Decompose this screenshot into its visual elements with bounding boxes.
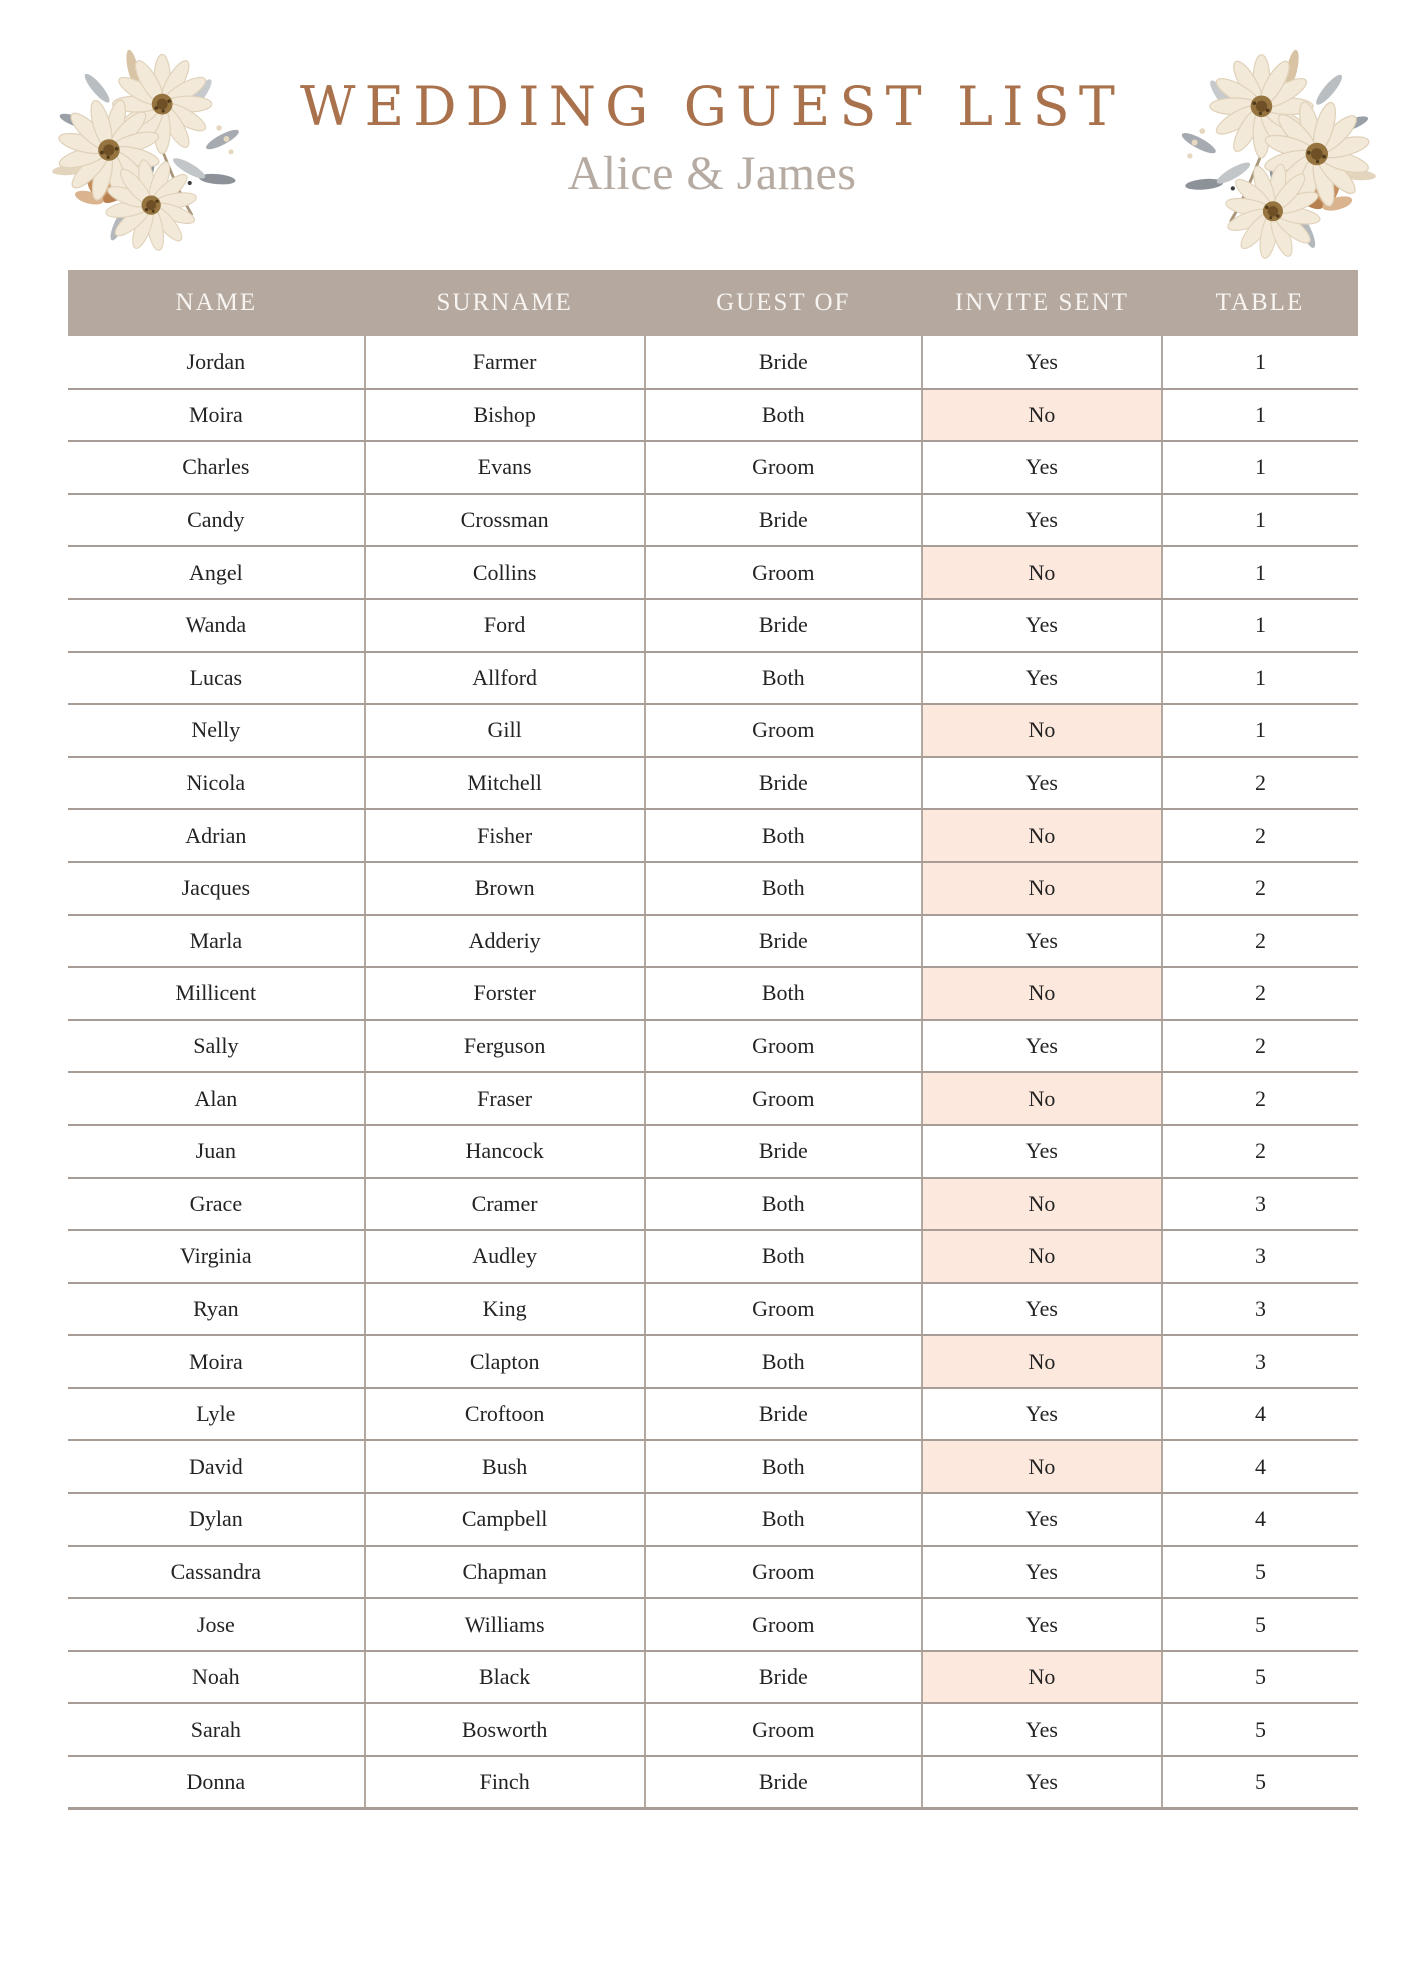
cell-guest-of: Both [645,967,922,1020]
table-row [68,757,1358,810]
cell-name: Jose [68,1598,365,1651]
table-row [68,1178,1358,1231]
cell-invite-sent: Yes [922,1020,1162,1073]
cell-table: 3 [1162,1335,1358,1388]
cell-name: David [68,1440,365,1493]
table-row [68,1072,1358,1125]
guest-table-body [68,336,1358,1809]
cell-guest-of: Bride [645,1651,922,1704]
cell-invite-sent: No [922,862,1162,915]
cell-invite-sent: No [922,1230,1162,1283]
page-subtitle: Alice & James [567,147,857,200]
cell-surname: Ferguson [365,1020,645,1073]
col-header-table: TABLE [1162,270,1358,336]
cell-invite-sent: No [922,809,1162,862]
cell-invite-sent: Yes [922,336,1162,389]
cell-table: 5 [1162,1651,1358,1704]
cell-guest-of: Groom [645,1598,922,1651]
cell-name: Jordan [68,336,365,389]
cell-name: Cassandra [68,1546,365,1599]
cell-name: Dylan [68,1493,365,1546]
header [0,0,1424,270]
cell-table: 5 [1162,1598,1358,1651]
cell-table: 1 [1162,336,1358,389]
table-row [68,494,1358,547]
guest-table [68,270,1358,1810]
table-row [68,862,1358,915]
table-row [68,1020,1358,1073]
cell-surname: Black [365,1651,645,1704]
cell-name: Moira [68,389,365,442]
cell-name: Lyle [68,1388,365,1441]
cell-name: Nelly [68,704,365,757]
table-row [68,599,1358,652]
table-row [68,652,1358,705]
cell-surname: Gill [365,704,645,757]
table-row [68,441,1358,494]
cell-guest-of: Groom [645,1546,922,1599]
cell-surname: Adderiy [365,915,645,968]
table-row [68,1703,1358,1756]
cell-surname: Brown [365,862,645,915]
cell-guest-of: Bride [645,1388,922,1441]
cell-name: Jacques [68,862,365,915]
cell-invite-sent: Yes [922,1756,1162,1809]
cell-surname: King [365,1283,645,1336]
cell-table: 3 [1162,1283,1358,1336]
cell-invite-sent: Yes [922,1598,1162,1651]
cell-table: 1 [1162,441,1358,494]
table-row [68,915,1358,968]
cell-name: Alan [68,1072,365,1125]
table-row [68,1388,1358,1441]
cell-surname: Bush [365,1440,645,1493]
table-row [68,1651,1358,1704]
table-row [68,809,1358,862]
cell-table: 2 [1162,809,1358,862]
col-header-name: NAME [68,270,365,336]
cell-table: 2 [1162,915,1358,968]
cell-guest-of: Both [645,652,922,705]
cell-guest-of: Groom [645,1703,922,1756]
cell-name: Millicent [68,967,365,1020]
cell-guest-of: Both [645,1178,922,1231]
table-row [68,1440,1358,1493]
table-row [68,1598,1358,1651]
table-row [68,1493,1358,1546]
cell-surname: Williams [365,1598,645,1651]
cell-guest-of: Bride [645,1125,922,1178]
cell-invite-sent: Yes [922,1388,1162,1441]
cell-table: 4 [1162,1493,1358,1546]
cell-guest-of: Both [645,1493,922,1546]
cell-invite-sent: No [922,967,1162,1020]
cell-table: 3 [1162,1178,1358,1231]
table-row [68,1125,1358,1178]
cell-guest-of: Bride [645,336,922,389]
cell-guest-of: Groom [645,1020,922,1073]
cell-name: Candy [68,494,365,547]
cell-table: 2 [1162,862,1358,915]
cell-surname: Clapton [365,1335,645,1388]
cell-name: Sally [68,1020,365,1073]
cell-guest-of: Both [645,862,922,915]
cell-guest-of: Groom [645,546,922,599]
cell-table: 2 [1162,757,1358,810]
cell-invite-sent: No [922,1178,1162,1231]
cell-invite-sent: No [922,546,1162,599]
table-row [68,1283,1358,1336]
cell-surname: Fisher [365,809,645,862]
page-title: WEDDING GUEST LIST [299,75,1125,138]
cell-name: Angel [68,546,365,599]
cell-table: 1 [1162,546,1358,599]
cell-invite-sent: No [922,704,1162,757]
cell-table: 2 [1162,1125,1358,1178]
cell-surname: Chapman [365,1546,645,1599]
cell-invite-sent: Yes [922,1493,1162,1546]
cell-guest-of: Both [645,1230,922,1283]
cell-table: 1 [1162,494,1358,547]
cell-invite-sent: Yes [922,757,1162,810]
cell-surname: Allford [365,652,645,705]
cell-name: Donna [68,1756,365,1809]
cell-table: 5 [1162,1756,1358,1809]
table-row [68,1335,1358,1388]
cell-name: Moira [68,1335,365,1388]
table-row [68,1546,1358,1599]
cell-guest-of: Bride [645,494,922,547]
cell-guest-of: Groom [645,1283,922,1336]
cell-invite-sent: No [922,1072,1162,1125]
cell-name: Wanda [68,599,365,652]
cell-name: Ryan [68,1283,365,1336]
cell-table: 2 [1162,1020,1358,1073]
cell-guest-of: Both [645,809,922,862]
cell-invite-sent: No [922,1651,1162,1704]
table-row [68,389,1358,442]
cell-table: 3 [1162,1230,1358,1283]
cell-surname: Bishop [365,389,645,442]
cell-guest-of: Both [645,1335,922,1388]
table-row [68,336,1358,389]
cell-invite-sent: Yes [922,652,1162,705]
cell-invite-sent: No [922,1335,1162,1388]
cell-invite-sent: No [922,1440,1162,1493]
cell-guest-of: Bride [645,1756,922,1809]
cell-surname: Hancock [365,1125,645,1178]
cell-invite-sent: Yes [922,915,1162,968]
cell-name: Charles [68,441,365,494]
cell-surname: Audley [365,1230,645,1283]
cell-guest-of: Both [645,1440,922,1493]
cell-table: 2 [1162,967,1358,1020]
cell-table: 1 [1162,599,1358,652]
cell-surname: Mitchell [365,757,645,810]
cell-surname: Farmer [365,336,645,389]
cell-guest-of: Bride [645,599,922,652]
cell-name: Nicola [68,757,365,810]
cell-table: 1 [1162,389,1358,442]
cell-table: 1 [1162,704,1358,757]
cell-table: 2 [1162,1072,1358,1125]
cell-invite-sent: Yes [922,494,1162,547]
col-header-guest-of: GUEST OF [645,270,922,336]
table-row [68,704,1358,757]
cell-name: Adrian [68,809,365,862]
cell-invite-sent: Yes [922,1546,1162,1599]
table-row [68,1230,1358,1283]
cell-name: Grace [68,1178,365,1231]
cell-name: Juan [68,1125,365,1178]
cell-table: 5 [1162,1703,1358,1756]
cell-name: Lucas [68,652,365,705]
table-row [68,1756,1358,1809]
col-header-invite-sent: INVITE SENT [922,270,1162,336]
cell-surname: Finch [365,1756,645,1809]
col-header-surname: SURNAME [365,270,645,336]
table-row [68,967,1358,1020]
cell-surname: Crossman [365,494,645,547]
cell-table: 4 [1162,1440,1358,1493]
cell-guest-of: Groom [645,704,922,757]
cell-guest-of: Both [645,389,922,442]
cell-surname: Cramer [365,1178,645,1231]
cell-guest-of: Bride [645,757,922,810]
cell-guest-of: Groom [645,1072,922,1125]
cell-surname: Bosworth [365,1703,645,1756]
floral-bouquet-right-icon [1166,48,1376,260]
cell-table: 5 [1162,1546,1358,1599]
cell-guest-of: Bride [645,915,922,968]
cell-invite-sent: Yes [922,1125,1162,1178]
table-header-row [68,270,1358,336]
cell-surname: Campbell [365,1493,645,1546]
cell-name: Virginia [68,1230,365,1283]
cell-surname: Collins [365,546,645,599]
cell-surname: Fraser [365,1072,645,1125]
cell-surname: Evans [365,441,645,494]
cell-table: 1 [1162,652,1358,705]
cell-guest-of: Groom [645,441,922,494]
cell-surname: Croftoon [365,1388,645,1441]
cell-invite-sent: Yes [922,1283,1162,1336]
cell-invite-sent: No [922,389,1162,442]
cell-name: Noah [68,1651,365,1704]
cell-invite-sent: Yes [922,599,1162,652]
cell-invite-sent: Yes [922,441,1162,494]
cell-name: Sarah [68,1703,365,1756]
cell-surname: Forster [365,967,645,1020]
table-row [68,546,1358,599]
cell-name: Marla [68,915,365,968]
cell-table: 4 [1162,1388,1358,1441]
cell-invite-sent: Yes [922,1703,1162,1756]
cell-surname: Ford [365,599,645,652]
